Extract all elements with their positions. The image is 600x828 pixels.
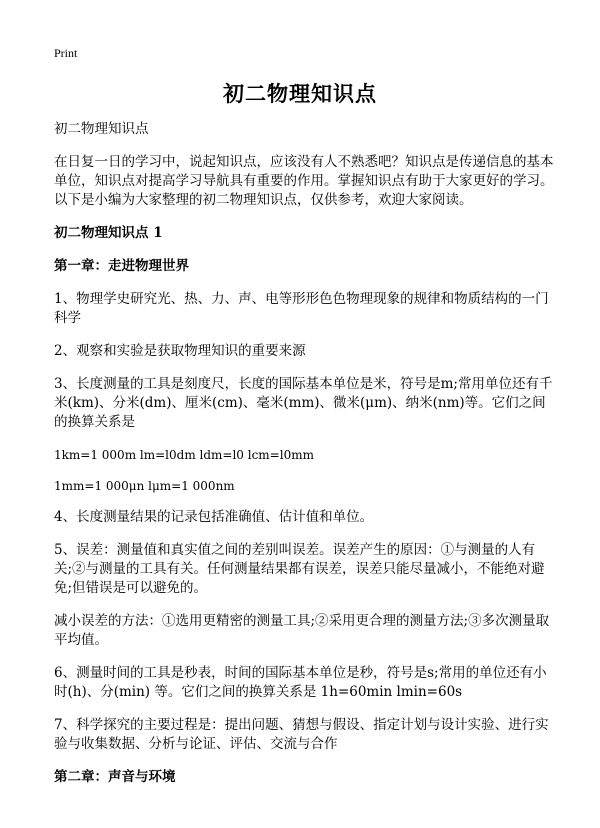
list-item: 6、测量时间的工具是秒表，时间的国际基本单位是秒，符号是s;常用的单位还有小时(h)、分(min) 等。它们之间的换算关系是 1h=60min lmin=60s [54,665,547,700]
list-item: 5、误差：测量值和真实值之间的差别叫误差。误差产生的原因：①与测量的人有关;②与测量的工具有关。任何测量结果都有误差，误差只能尽量减小，不能绝对避免;但错误是可以避免的。 [54,542,545,596]
page-title: 初二物理知识点 [223,81,377,106]
chapter-heading: 第二章：声音与环境 [54,769,176,785]
conversion-line: 1km=1 000m lm=l0dm ldm=l0 lcm=l0mm [54,448,314,462]
intro-subtitle: 初二物理知识点 [54,121,149,137]
list-item: 1、物理学史研究光、热、力、声、电等形形色色物理现象的规律和物质结构的一门科学 [54,291,549,326]
list-item: 4、长度测量结果的记录包括准确值、估计值和单位。 [54,509,374,525]
chapter-heading: 第一章：走进物理世界 [54,258,189,274]
list-item: 3、长度测量的工具是刻度尺，长度的国际基本单位是米，符号是m;常用单位还有千米(km)、分米(dm)、厘米(cm)、毫米(mm)、微米(μm)、纳米(nm)等。它们之间的换算关系是 [54,376,553,430]
intro-paragraph: 在日复一日的学习中，说起知识点，应该没有人不熟悉吧？知识点是传递信息的基本单位，知识点对提高学习导航具有重要的作用。掌握知识点有助于大家更好的学习。以下是小编为大家整理的初二物理知识点，仅供参考，欢迎大家阅读。 [54,154,554,208]
document-body [54,120,554,801]
list-item: 2、观察和实验是获取物理知识的重要来源 [54,343,306,359]
conversion-line: 1mm=1 000μn lμm=1 000nm [54,479,235,493]
paragraph: 减小误差的方法：①选用更精密的测量工具;②采用更合理的测量方法;③多次测量取平均值。 [54,613,550,648]
print-label: Print [54,46,78,60]
list-item: 7、科学探究的主要过程是：提出问题、猜想与假设、指定计划与设计实验、进行实验与收集数据、分析与论证、评估、交流与合作 [54,717,549,752]
section-heading: 初二物理知识点 1 [54,225,163,241]
